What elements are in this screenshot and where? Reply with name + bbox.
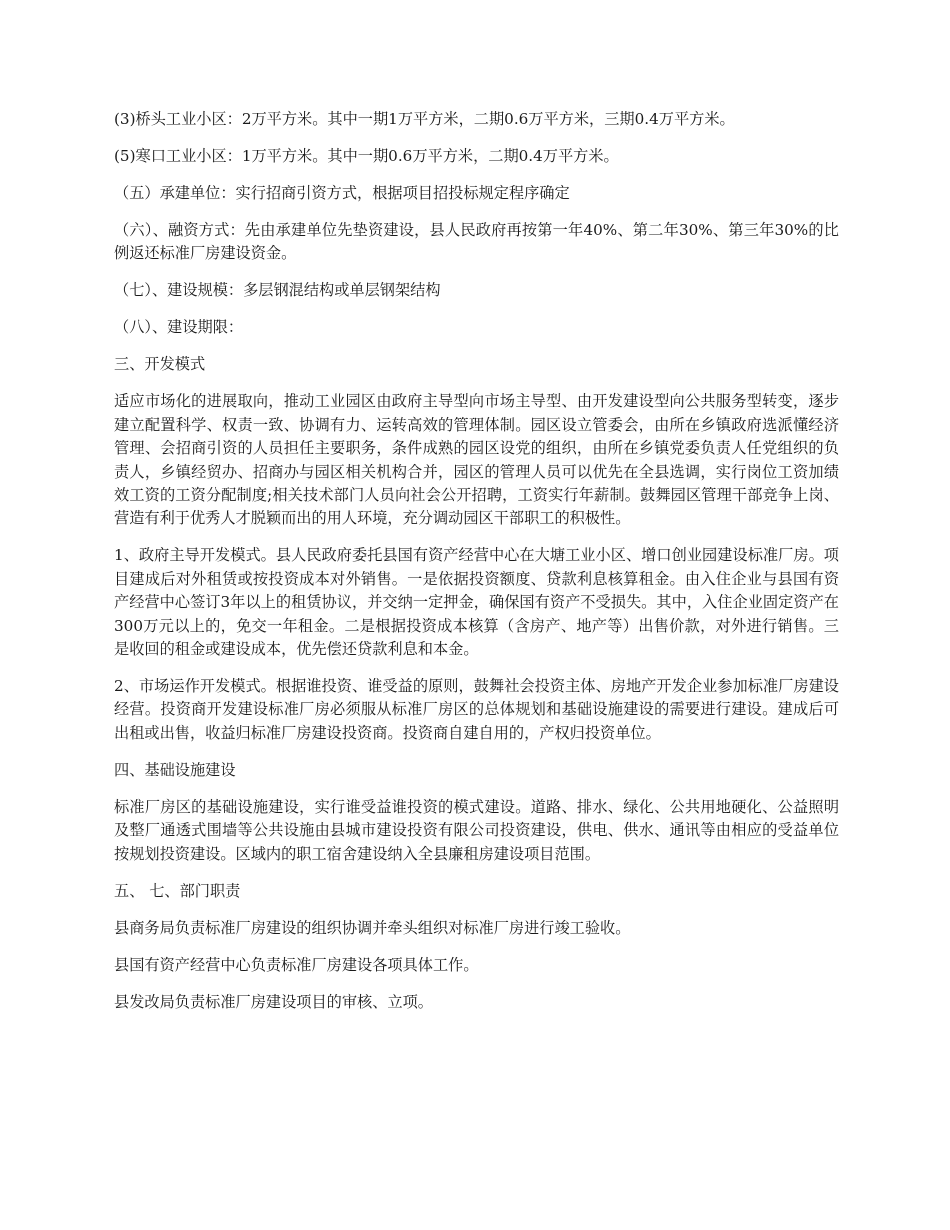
paragraph-qiaotou-industrial-zone: (3)桥头工业小区：2万平方米。其中一期1万平方米，二期0.6万平方米，三期0.4万平方米。 <box>114 110 735 128</box>
section-heading-development-model: 三、开发模式 <box>114 355 206 374</box>
paragraph-market-orientation: 适应市场化的进展取向，推动工业园区由政府主导型向市场主导型、由开发建设型向公共服务型转变，逐步建立配置科学、权责一致、协调有力、运转高效的管理体制。园区设立管委会，由所在乡镇政府选派懂经济管理、会招商引资的人员担任主要职务，条件成熟的园区设党的组织，由所在乡镇党委负责人任党组织的负责人，乡镇经贸办、招商办与园区相关机构合并，园区的管理人员可以优先在全县选调，实行岗位工资加绩效工资的工资分配制度;相关技术部门人员向社会公开招聘，工资实行年薪制。鼓舞园区管理干部竞争上岗、营造有利于优秀人才脱颖而出的用人环境，充分调动园区干部职工的积极性。 <box>114 392 839 528</box>
paragraph-market-operation-model: 2、市场运作开发模式。根据谁投资、谁受益的原则，鼓舞社会投资主体、房地产开发企业参加标准厂房建设经营。投资商开发建设标准厂房必须服从标准厂房区的总体规划和基础设施建设的需要进行建设。建成后可出租或出售，收益归标准厂房建设投资商。投资商自建自用的，产权归投资单位。 <box>114 677 839 742</box>
paragraph-construction-scale: （七）、建设规模：多层钢混结构或单层钢架结构 <box>114 281 441 300</box>
paragraph-hankou-industrial-zone: (5)寒口工业小区：1万平方米。其中一期0.6万平方米，二期0.4万平方米。 <box>114 147 619 165</box>
paragraph-government-led-model: 1、政府主导开发模式。县人民政府委托县国有资产经营中心在大塘工业小区、增口创业园建设标准厂房。项目建成后对外租赁或按投资成本对外销售。一是依据投资额度、贷款利息核算租金。由入住企业与县国有资产经营中心签订3年以上的租赁协议，并交纳一定押金，确保国有资产不受损失。其中，入住企业固定资产在300万元以上的，免交一年租金。二是根据投资成本核算（含房产、地产等）出售价款，对外进行销售。三是收回的租金或建设成本，优先偿还贷款利息和本金。 <box>114 546 839 659</box>
paragraph-development-reform-bureau-duty: 县发改局负责标准厂房建设项目的审核、立项。 <box>114 992 433 1011</box>
paragraph-state-assets-center-duty: 县国有资产经营中心负责标准厂房建设各项具体工作。 <box>114 955 479 974</box>
section-heading-infrastructure: 四、基础设施建设 <box>114 760 236 779</box>
paragraph-construction-period: （八）、建设期限： <box>114 318 244 337</box>
document-body <box>114 108 839 1028</box>
paragraph-construction-unit: （五）承建单位：实行招商引资方式，根据项目招投标规定程序确定 <box>114 184 570 202</box>
section-heading-department-duties: 五、 七、部门职责 <box>114 881 241 900</box>
paragraph-commerce-bureau-duty: 县商务局负责标准厂房建设的组织协调并牵头组织对标准厂房进行竣工验收。 <box>114 918 631 937</box>
paragraph-financing-method: （六）、融资方式：先由承建单位先垫资建设，县人民政府再按第一年40%、第二年30%、第三年30%的比例返还标准厂房建设资金。 <box>114 221 839 263</box>
paragraph-infrastructure-construction: 标准厂房区的基础设施建设，实行谁受益谁投资的模式建设。道路、排水、绿化、公共用地硬化、公益照明及整厂通透式围墙等公共设施由县城市建设投资有限公司投资建设，供电、供水、通讯等由相应的受益单位按规划投资建设。区域内的职工宿舍建设纳入全县廉租房建设项目范围。 <box>114 797 839 863</box>
